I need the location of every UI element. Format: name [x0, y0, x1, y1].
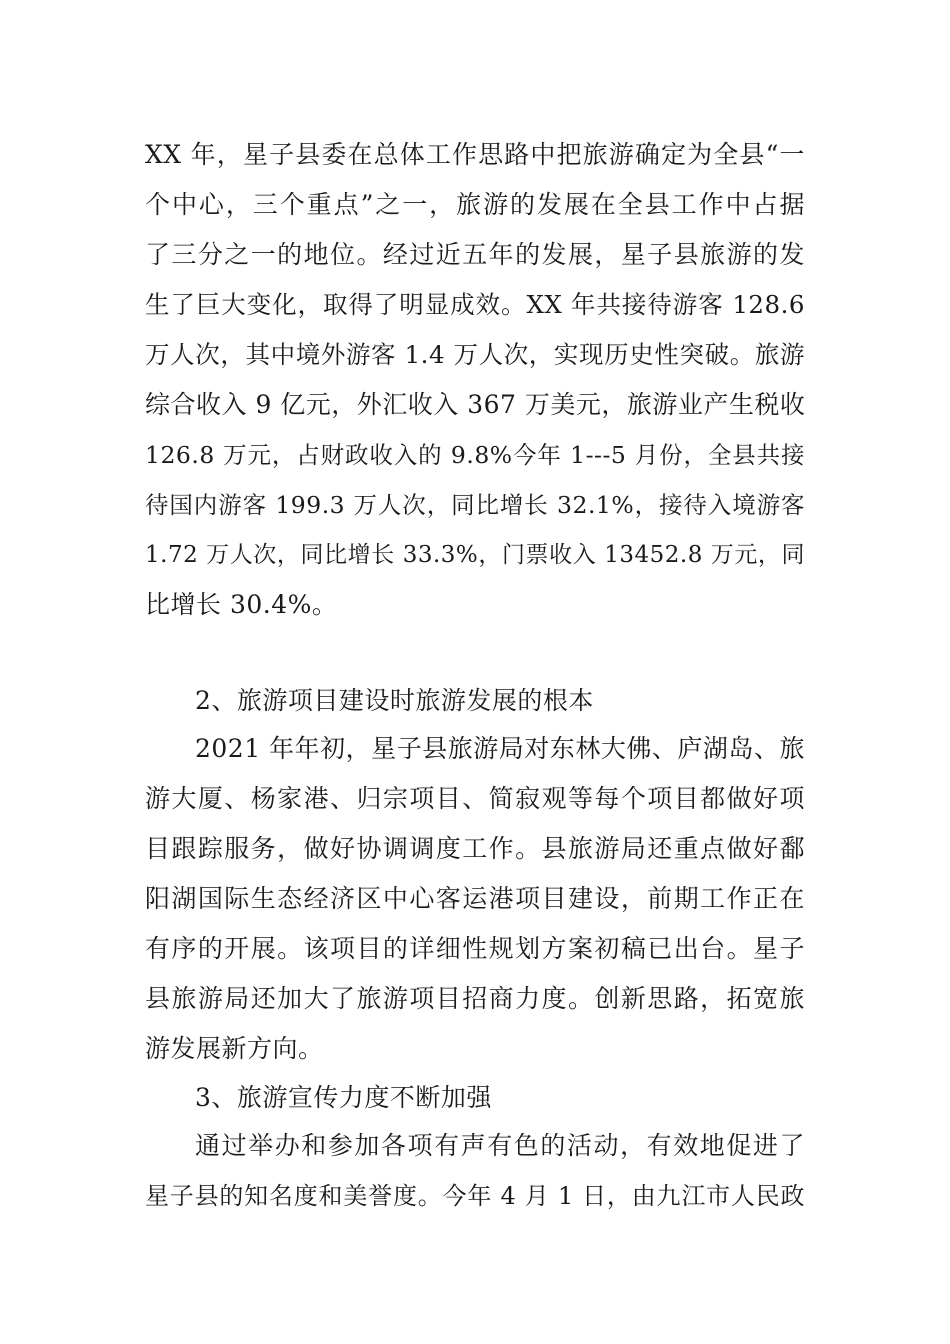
text-line: 比增长 30.4%。 — [145, 590, 338, 619]
text-line: 2021 年年初，星子县旅游局对东林大佛、庐湖岛、旅 — [195, 734, 805, 763]
text-line: 待国内游客 199.3 万人次，同比增长 32.1%，接待入境游客 — [145, 491, 805, 519]
text-line: 目跟踪服务，做好协调调度工作。县旅游局还重点做好鄱 — [145, 834, 805, 863]
text-line: 通过举办和参加各项有声有色的活动，有效地促进了 — [195, 1131, 805, 1160]
text-line: 综合收入 9 亿元，外汇收入 367 万美元，旅游业产生税收 — [145, 390, 806, 419]
text-line: XX 年，星子县委在总体工作思路中把旅游确定为全县“一 — [145, 140, 805, 169]
text-line: 县旅游局还加大了旅游项目招商力度。创新思路，拓宽旅 — [145, 984, 805, 1013]
text-line: 星子县的知名度和美誉度。今年 4 月 1 日，由九江市人民政 — [145, 1182, 805, 1210]
text-line: 阳湖国际生态经济区中心客运港项目建设，前期工作正在 — [145, 884, 805, 913]
text-line: 万人次，其中境外游客 1.4 万人次，实现历史性突破。旅游 — [145, 340, 805, 369]
section-heading-promotion: 3、旅游宣传力度不断加强 — [195, 1083, 492, 1112]
section-heading-project-construction: 2、旅游项目建设时旅游发展的根本 — [195, 686, 594, 715]
text-line: 1.72 万人次，同比增长 33.3%，门票收入 13452.8 万元，同 — [145, 542, 805, 568]
text-line: 游大厦、杨家港、归宗项目、简寂观等每个项目都做好项 — [145, 784, 805, 813]
text-line: 生了巨大变化，取得了明显成效。XX 年共接待游客 128.6 — [145, 290, 805, 319]
text-line: 126.8 万元，占财政收入的 9.8%今年 1---5 月份，全县共接 — [145, 441, 805, 469]
text-line: 有序的开展。该项目的详细性规划方案初稿已出台。星子 — [145, 934, 805, 963]
text-line: 了三分之一的地位。经过近五年的发展，星子县旅游的发 — [145, 240, 805, 269]
text-line: 个中心，三个重点”之一，旅游的发展在全县工作中占据 — [145, 190, 805, 219]
text-line: 游发展新方向。 — [145, 1034, 324, 1063]
